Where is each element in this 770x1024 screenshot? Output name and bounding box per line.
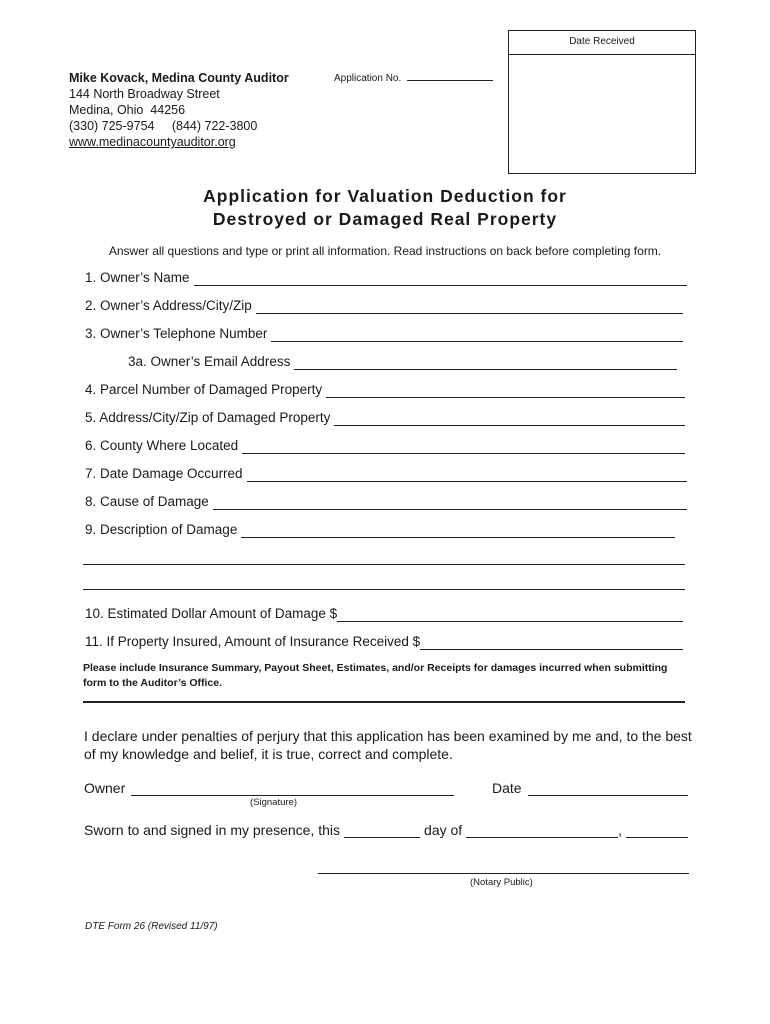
field-parcel-number-label: 4. Parcel Number of Damaged Property [85,382,323,397]
signature-caption: (Signature) [250,797,297,808]
field-owner-telephone-label: 3. Owner’s Telephone Number [85,326,268,341]
county-input-line[interactable] [242,441,685,454]
field-cause-of-damage-label: 8. Cause of Damage [85,494,209,509]
description-continuation-line-2[interactable] [83,589,685,590]
field-owner-name [85,270,687,286]
field-damaged-property-address [85,410,685,426]
owner-telephone-input-line[interactable] [271,329,683,342]
auditor-block [69,70,289,150]
damaged-property-address-input-line[interactable] [334,413,685,426]
notary-signature-line[interactable] [318,873,689,874]
section-divider [83,701,685,703]
field-owner-address [85,298,683,314]
date-signature-line[interactable] [528,783,688,796]
application-number-line[interactable] [407,71,493,81]
auditor-phones: (330) 725-9754 (844) 722-3800 [69,119,258,133]
field-insurance-received-label: 11. If Property Insured, Amount of Insurance Received $ [85,634,421,649]
field-county [85,438,685,454]
field-date-damage [85,466,687,482]
field-owner-email [128,354,677,370]
cause-of-damage-input-line[interactable] [213,497,687,510]
sworn-day-line[interactable] [344,825,420,838]
application-number [334,71,493,84]
form-title [0,185,770,231]
date-row [492,780,688,796]
attachments-note: Please include Insurance Summary, Payout Sheet, Estimates, and/or Receipts for damages incurred when submitting form to the Auditor’s Office. [83,662,668,689]
date-label: Date [492,780,522,796]
field-description-of-damage [85,522,675,538]
parcel-number-input-line[interactable] [326,385,685,398]
field-owner-telephone [85,326,683,342]
sworn-statement-row [84,822,688,838]
auditor-name: Mike Kovack, Medina County Auditor [69,71,289,85]
sworn-statement-text: Sworn to and signed in my presence, this [84,822,341,838]
estimated-damage-amount-input-line[interactable] [337,609,683,622]
date-received-box [508,30,696,174]
field-estimated-damage-amount-label: 10. Estimated Dollar Amount of Damage $ [85,606,338,621]
description-of-damage-input-line[interactable] [241,525,675,538]
owner-email-input-line[interactable] [294,357,677,370]
form-title-line-2: Destroyed or Damaged Real Property [212,209,558,229]
field-date-damage-label: 7. Date Damage Occurred [85,466,243,481]
sworn-month-line[interactable] [466,825,618,838]
sworn-comma: , [618,822,623,838]
field-owner-address-label: 2. Owner’s Address/City/Zip [85,298,252,313]
description-continuation-line-1[interactable] [83,564,685,565]
form-instructions: Answer all questions and type or print all information. Read instructions on back before completing form. [108,244,662,258]
owner-address-input-line[interactable] [256,301,683,314]
field-description-of-damage-label: 9. Description of Damage [85,522,238,537]
owner-signature-line[interactable] [131,783,454,796]
field-insurance-received [85,634,683,650]
auditor-website-link[interactable]: www.medinacountyauditor.org [69,135,236,149]
date-received-label: Date Received [509,31,695,55]
owner-signature-label: Owner [84,780,126,796]
sworn-day-of-text: day of [424,822,463,838]
field-estimated-damage-amount [85,606,683,622]
auditor-street: 144 North Broadway Street [69,87,220,101]
owner-signature-row [84,780,454,796]
owner-name-input-line[interactable] [194,273,687,286]
form-footer: DTE Form 26 (Revised 11/97) [85,921,218,932]
field-county-label: 6. County Where Located [85,438,239,453]
perjury-declaration: I declare under penalties of perjury that this application has been examined by me and, to the best of my knowledge and belief, it is true, correct and complete. [84,728,692,762]
field-owner-name-label: 1. Owner’s Name [85,270,190,285]
notary-caption: (Notary Public) [470,877,533,888]
insurance-received-input-line[interactable] [420,637,683,650]
field-owner-email-label: 3a. Owner’s Email Address [128,354,291,369]
field-parcel-number [85,382,685,398]
auditor-city: Medina, Ohio 44256 [69,103,186,117]
sworn-year-line[interactable] [626,825,688,838]
application-number-label: Application No. [334,73,402,84]
field-damaged-property-address-label: 5. Address/City/Zip of Damaged Property [85,410,331,425]
form-title-line-1: Application for Valuation Deduction for [203,186,567,206]
date-damage-input-line[interactable] [247,469,687,482]
field-cause-of-damage [85,494,687,510]
